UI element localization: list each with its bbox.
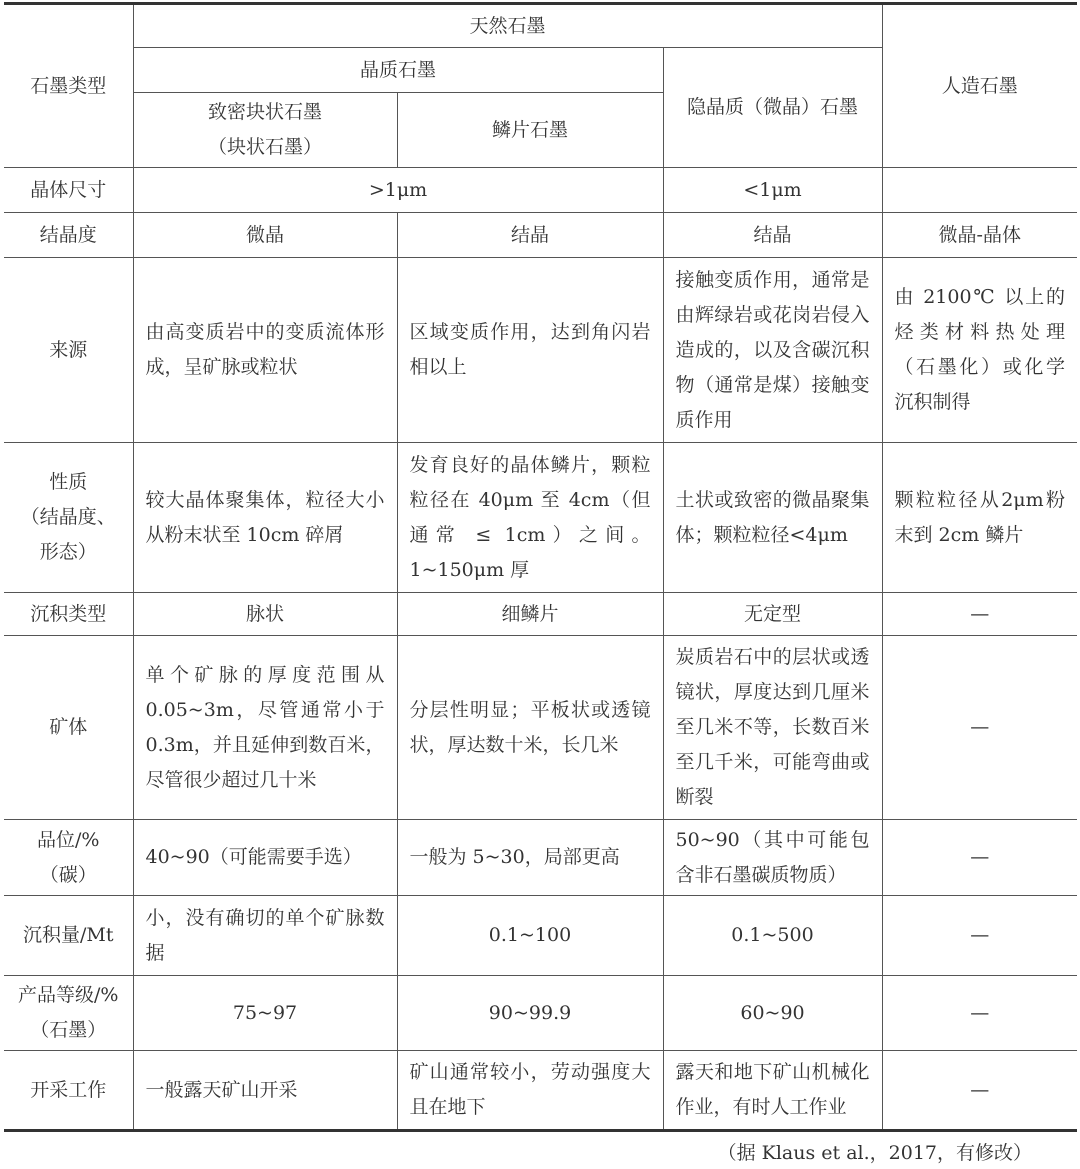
- cell-flake: 分层性明显；平板状或透镜状，厚达数十米，长几米: [397, 636, 663, 820]
- header-row-1: [4, 4, 1077, 48]
- cell-synthetic: —: [882, 820, 1077, 896]
- cell-flake: 90~99.9: [397, 976, 663, 1051]
- cell-amorphous: 土状或致密的微晶聚集体；颗粒粒径<4μm: [663, 443, 882, 593]
- graphite-comparison-table: [4, 2, 1077, 1132]
- cell-flake: 结晶: [397, 213, 663, 258]
- cell-vein: 75~97: [133, 976, 397, 1051]
- row-label-cell: [4, 976, 133, 1051]
- amorphous-graphite-header: 隐晶质（微晶）石墨: [663, 48, 882, 168]
- row-label: 结晶度: [4, 213, 133, 258]
- type-label: 石墨类型: [30, 74, 107, 97]
- cell-synthetic: —: [882, 636, 1077, 820]
- cell-synthetic: 颗粒粒径从2μm粉末到 2cm 鳞片: [882, 443, 1077, 593]
- cell-amorphous: 50~90（其中可能包含非石墨碳质物质）: [663, 820, 882, 896]
- cell-flake: 细鳞片: [397, 593, 663, 636]
- cell-synthetic: [882, 168, 1077, 213]
- cell-amorphous: 60~90: [663, 976, 882, 1051]
- row-properties: [4, 443, 1077, 593]
- cell-vein: 40~90（可能需要手选）: [133, 820, 397, 896]
- row-label: 品位/%（碳）: [4, 820, 133, 896]
- cell-synthetic: —: [882, 896, 1077, 976]
- row-grade: [4, 820, 1077, 896]
- cell-amorphous: 露天和地下矿山机械化作业，有时人工作业: [663, 1051, 882, 1131]
- cell-vein: 一般露天矿山开采: [133, 1051, 397, 1131]
- cell-flake: 矿山通常较小，劳动强度大且在地下: [397, 1051, 663, 1131]
- cell-crystalline: >1μm: [133, 168, 663, 213]
- cell-amorphous: 无定型: [663, 593, 882, 636]
- cell-flake: 发育良好的晶体鳞片，颗粒粒径在 40μm 至 4cm（但通常 ≤ 1cm）之间。1~150μm 厚: [397, 443, 663, 593]
- row-label: 晶体尺寸: [4, 168, 133, 213]
- row-orebody: [4, 636, 1077, 820]
- cell-vein: 脉状: [133, 593, 397, 636]
- row-product-grade: [4, 976, 1077, 1051]
- cell-amorphous: 0.1~500: [663, 896, 882, 976]
- cell-synthetic: 由 2100℃ 以上的烃类材料热处理（石墨化）或化学沉积制得: [882, 258, 1077, 443]
- source-note: （据 Klaus et al.，2017，有修改）: [717, 1142, 1032, 1164]
- row-mining: [4, 1051, 1077, 1131]
- cell-amorphous: 结晶: [663, 213, 882, 258]
- row-label: 沉积类型: [4, 593, 133, 636]
- cell-amorphous: 炭质岩石中的层状或透镜状，厚度达到几厘米至几米不等，长数百米至几千米，可能弯曲或断裂: [663, 636, 882, 820]
- cell-vein: 单个矿脉的厚度范围从 0.05~3m，尽管通常小于 0.3m，并且延伸到数百米，尽管很少超过几十米: [133, 636, 397, 820]
- cell-vein: 由高变质岩中的变质流体形成，呈矿脉或粒状: [133, 258, 397, 443]
- cell-synthetic: —: [882, 593, 1077, 636]
- cell-vein: 较大晶体聚集体，粒径大小从粉末状至 10cm 碎屑: [133, 443, 397, 593]
- row-label: 产品等级/% （石墨）: [18, 984, 119, 1041]
- row-label: 开采工作: [4, 1051, 133, 1131]
- row-deposit-size: [4, 896, 1077, 976]
- crystalline-graphite-header: 晶质石墨: [133, 48, 663, 93]
- row-label: 来源: [4, 258, 133, 443]
- row-label-cell: [4, 443, 133, 593]
- cell-amorphous: <1μm: [663, 168, 882, 213]
- natural-graphite-header: 天然石墨: [133, 4, 882, 48]
- synthetic-graphite-header: 人造石墨: [882, 4, 1077, 168]
- cell-amorphous: 接触变质作用，通常是由辉绿岩或花岗岩侵入造成的，以及含碳沉积物（通常是煤）接触变质作用: [663, 258, 882, 443]
- row-crystal-size: [4, 168, 1077, 213]
- cell-synthetic: —: [882, 1051, 1077, 1131]
- row-origin: [4, 258, 1077, 443]
- cell-flake: 一般为 5~30，局部更高: [397, 820, 663, 896]
- flake-graphite-header: 鳞片石墨: [397, 93, 663, 168]
- cell-flake: 区域变质作用，达到角闪岩相以上: [397, 258, 663, 443]
- cell-vein: 小，没有确切的单个矿脉数据: [133, 896, 397, 976]
- row-crystallinity: [4, 213, 1077, 258]
- cell-synthetic: 微晶-晶体: [882, 213, 1077, 258]
- cell-vein: 微晶: [133, 213, 397, 258]
- row-label: 矿体: [4, 636, 133, 820]
- vein-graphite-header: [133, 93, 397, 168]
- row-label: 性质 （结晶度、 形态）: [20, 471, 116, 563]
- row-deposit-type: [4, 593, 1077, 636]
- vein-graphite-label: 致密块状石墨 （块状石墨）: [207, 101, 322, 158]
- cell-flake: 0.1~100: [397, 896, 663, 976]
- cell-synthetic: —: [882, 976, 1077, 1051]
- row-label: 沉积量/Mt: [4, 896, 133, 976]
- type-label-cell: [4, 4, 133, 168]
